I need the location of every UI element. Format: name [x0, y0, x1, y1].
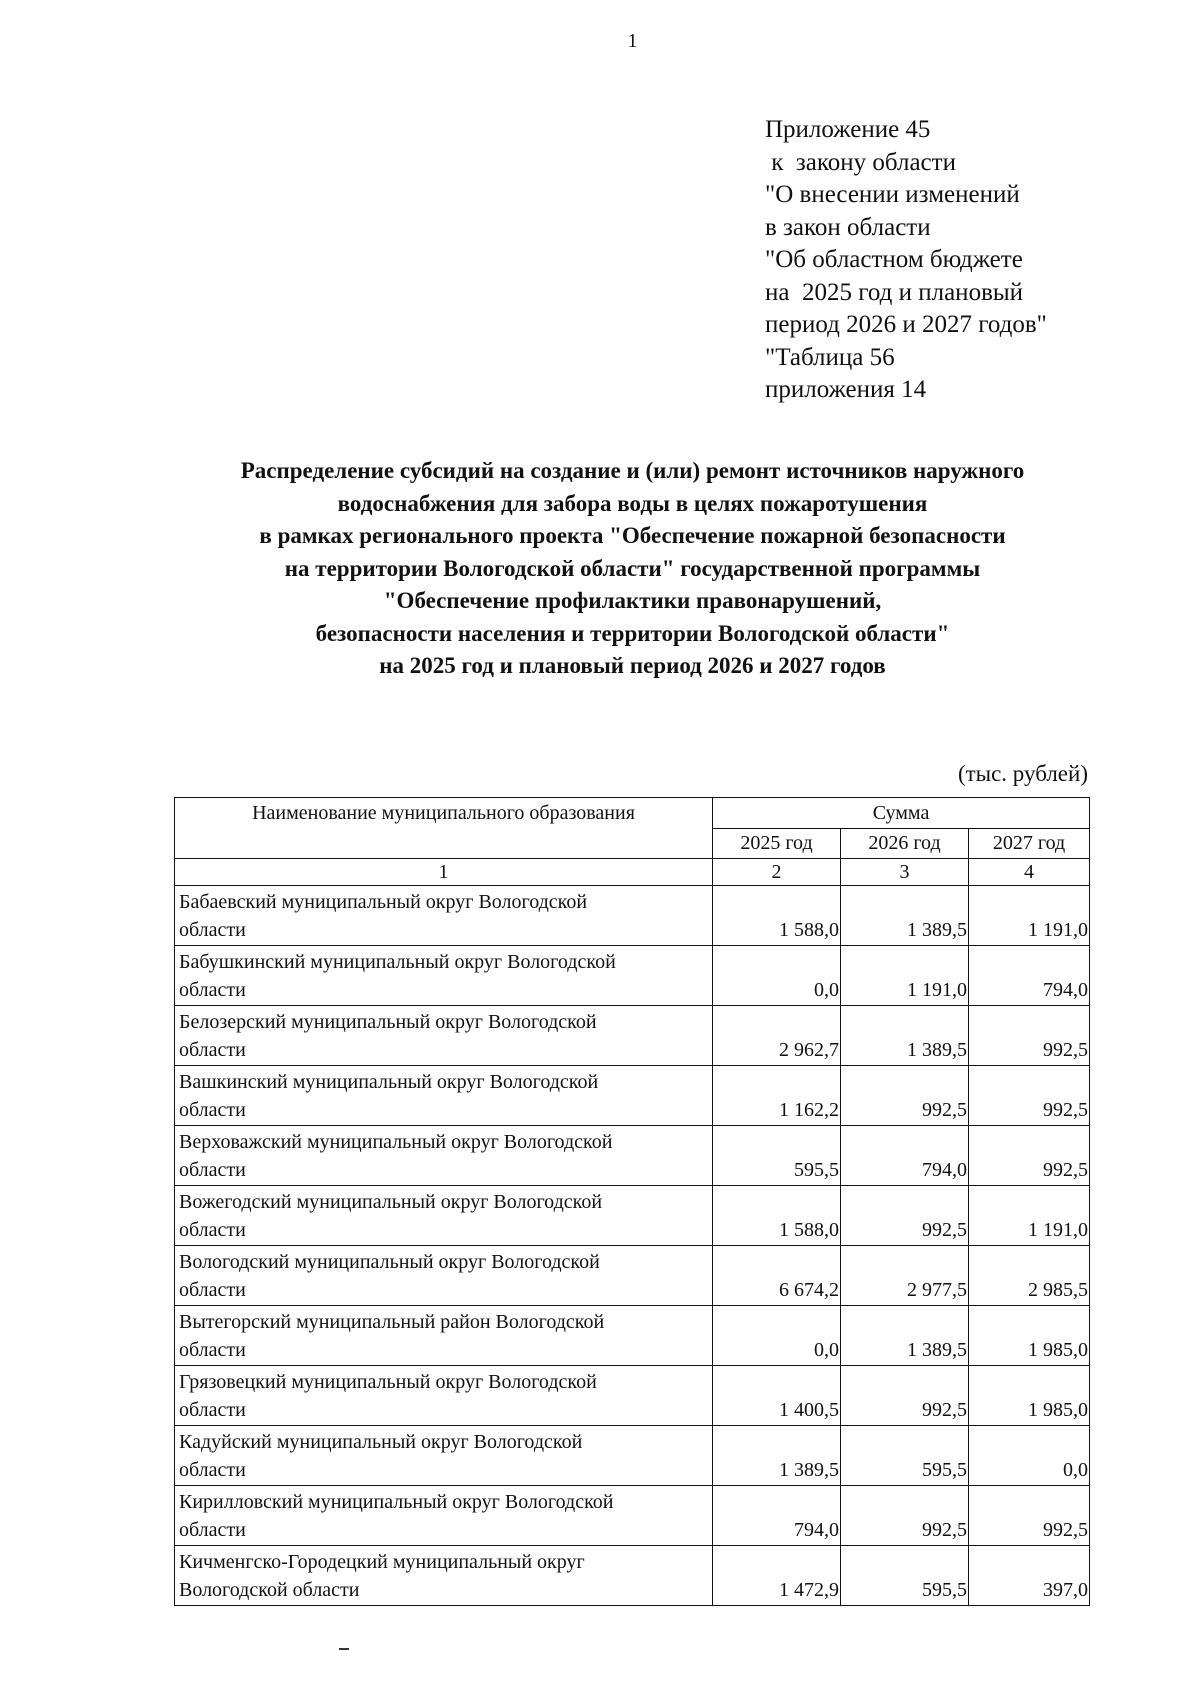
- appendix-line: на 2025 год и плановый: [765, 278, 1024, 306]
- column-number: 2: [713, 859, 841, 886]
- municipality-name-cell: [175, 1126, 713, 1186]
- municipality-name-line: области: [179, 978, 246, 1001]
- table-row: [175, 1486, 1090, 1546]
- municipality-name-line: Грязовецкий муниципальный округ Вологодской: [179, 1371, 597, 1393]
- table-row: [175, 1546, 1090, 1606]
- municipality-name-cell: [175, 1426, 713, 1486]
- municipality-name-line: Белозерский муниципальный округ Вологодской: [179, 1011, 597, 1033]
- amount-2025: 1 588,0: [713, 1186, 841, 1246]
- amount-2026: 992,5: [841, 1186, 969, 1246]
- municipality-name-line: области: [179, 1458, 246, 1481]
- table-row: [175, 1366, 1090, 1426]
- municipality-name-line: Вашкинский муниципальный округ Вологодской: [179, 1071, 599, 1093]
- municipality-name-line: области: [179, 1038, 246, 1061]
- amount-2027: 397,0: [969, 1546, 1090, 1606]
- scan-mark: [339, 1648, 349, 1650]
- amount-2026: 595,5: [841, 1426, 969, 1486]
- amount-2025: 794,0: [713, 1486, 841, 1546]
- amount-2026: 1 191,0: [841, 946, 969, 1006]
- amount-2025: 6 674,2: [713, 1246, 841, 1306]
- amount-2027: 794,0: [969, 946, 1090, 1006]
- header-year-2026: 2026 год: [841, 829, 969, 859]
- municipality-name-cell: [175, 1006, 713, 1066]
- amount-2025: 1 588,0: [713, 886, 841, 946]
- amount-2026: 595,5: [841, 1546, 969, 1606]
- header-name: Наименование муниципального образования: [175, 798, 713, 859]
- table-row: [175, 886, 1090, 946]
- municipality-name-cell: [175, 1066, 713, 1126]
- title-line: на 2025 год и плановый период 2026 и 2027 годов: [379, 653, 886, 678]
- column-number: 1: [175, 859, 713, 886]
- table-row: [175, 1186, 1090, 1246]
- title-line: безопасности населения и территории Вологодской области": [315, 620, 950, 646]
- amount-2025: 0,0: [713, 946, 841, 1006]
- amount-2025: 1 472,9: [713, 1546, 841, 1606]
- municipality-name-cell: [175, 1486, 713, 1546]
- column-number: 4: [969, 859, 1090, 886]
- municipality-name-cell: [175, 1246, 713, 1306]
- municipality-name-line: Вожегодский муниципальный округ Вологодской: [179, 1191, 603, 1213]
- amount-2026: 1 389,5: [841, 1006, 969, 1066]
- amount-2026: 992,5: [841, 1486, 969, 1546]
- municipality-name-cell: [175, 1186, 713, 1246]
- municipality-name-line: Бабушкинский муниципальный округ Вологодской: [179, 951, 616, 973]
- municipality-name-line: области: [179, 1158, 246, 1181]
- amount-2025: 2 962,7: [713, 1006, 841, 1066]
- title-line: в рамках регионального проекта "Обеспечение пожарной безопасности: [259, 523, 1006, 548]
- amount-2026: 2 977,5: [841, 1246, 969, 1306]
- municipality-name-line: области: [179, 1278, 246, 1301]
- appendix-line: "О внесении изменений: [765, 181, 1020, 208]
- title-line: на территории Вологодской области" государственной программы: [284, 555, 981, 581]
- amount-2027: 1 191,0: [969, 886, 1090, 946]
- table-row: [175, 1126, 1090, 1186]
- title-line: Распределение субсидий на создание и (или) ремонт источников наружного: [240, 458, 1025, 483]
- amount-2027: 0,0: [969, 1426, 1090, 1486]
- appendix-line: Приложение 45: [765, 116, 931, 143]
- column-number: 3: [841, 859, 969, 886]
- appendix-line: к закону области: [765, 148, 956, 176]
- table-row: [175, 946, 1090, 1006]
- municipality-name-line: Вологодской области: [179, 1578, 360, 1601]
- appendix-line: период 2026 и 2027 годов": [765, 311, 1047, 338]
- municipality-name-line: Кичменгско-Городецкий муниципальный округ: [179, 1551, 585, 1573]
- municipality-name-cell: [175, 1546, 713, 1606]
- municipality-name-cell: [175, 1306, 713, 1366]
- amount-2027: 992,5: [969, 1006, 1090, 1066]
- appendix-line: "Таблица 56: [765, 343, 895, 371]
- municipality-name-cell: [175, 1366, 713, 1426]
- amount-2026: 1 389,5: [841, 886, 969, 946]
- amount-2026: 992,5: [841, 1066, 969, 1126]
- amount-2027: 1 985,0: [969, 1306, 1090, 1366]
- header-year-2027: 2027 год: [969, 829, 1090, 859]
- municipality-name-cell: [175, 886, 713, 946]
- municipality-name-line: Кадуйский муниципальный округ Вологодской: [179, 1431, 583, 1453]
- units-label: (тыс. рублей): [957, 761, 1088, 786]
- table-row: [175, 1246, 1090, 1306]
- appendix-line: "Об областном бюджете: [765, 246, 1023, 273]
- table-row: [175, 1306, 1090, 1366]
- table-row: [175, 1006, 1090, 1066]
- header-sum: Сумма: [713, 798, 1090, 829]
- table-row: [175, 1426, 1090, 1486]
- amount-2026: 992,5: [841, 1366, 969, 1426]
- municipality-name-line: области: [179, 1518, 246, 1541]
- municipality-name-line: области: [179, 1098, 246, 1121]
- amount-2025: 0,0: [713, 1306, 841, 1366]
- municipality-name-line: Верховажский муниципальный округ Вологодской: [179, 1131, 613, 1153]
- municipality-name-line: области: [179, 1218, 246, 1241]
- municipality-name-cell: [175, 946, 713, 1006]
- municipality-name-line: Бабаевский муниципальный округ Вологодской: [179, 891, 588, 913]
- municipality-name-line: Вологодский муниципальный округ Вологодской: [179, 1251, 600, 1273]
- subsidy-table: [174, 797, 1090, 1606]
- municipality-name-line: области: [179, 1338, 246, 1361]
- document-title: [100, 455, 1165, 683]
- amount-2027: 992,5: [969, 1066, 1090, 1126]
- appendix-line: в закон области: [765, 213, 931, 241]
- table-row: [175, 1066, 1090, 1126]
- page-number: 1: [627, 30, 638, 52]
- amount-2027: 992,5: [969, 1126, 1090, 1186]
- municipality-name-line: области: [179, 1398, 246, 1421]
- municipality-name-line: Вытегорский муниципальный район Вологодской: [179, 1311, 605, 1333]
- title-line: "Обеспечение профилактики правонарушений,: [383, 588, 882, 613]
- amount-2027: 1 985,0: [969, 1366, 1090, 1426]
- amount-2026: 794,0: [841, 1126, 969, 1186]
- header-year-2025: 2025 год: [713, 829, 841, 859]
- amount-2027: 992,5: [969, 1486, 1090, 1546]
- amount-2025: 595,5: [713, 1126, 841, 1186]
- amount-2027: 1 191,0: [969, 1186, 1090, 1246]
- amount-2025: 1 162,2: [713, 1066, 841, 1126]
- amount-2025: 1 400,5: [713, 1366, 841, 1426]
- appendix-header: [765, 114, 1047, 407]
- amount-2027: 2 985,5: [969, 1246, 1090, 1306]
- appendix-line: приложения 14: [765, 376, 927, 403]
- amount-2025: 1 389,5: [713, 1426, 841, 1486]
- municipality-name-line: Кирилловский муниципальный округ Вологодской: [179, 1491, 614, 1513]
- title-line: водоснабжения для забора воды в целях пожаротушения: [337, 490, 928, 516]
- municipality-name-line: области: [179, 918, 246, 941]
- amount-2026: 1 389,5: [841, 1306, 969, 1366]
